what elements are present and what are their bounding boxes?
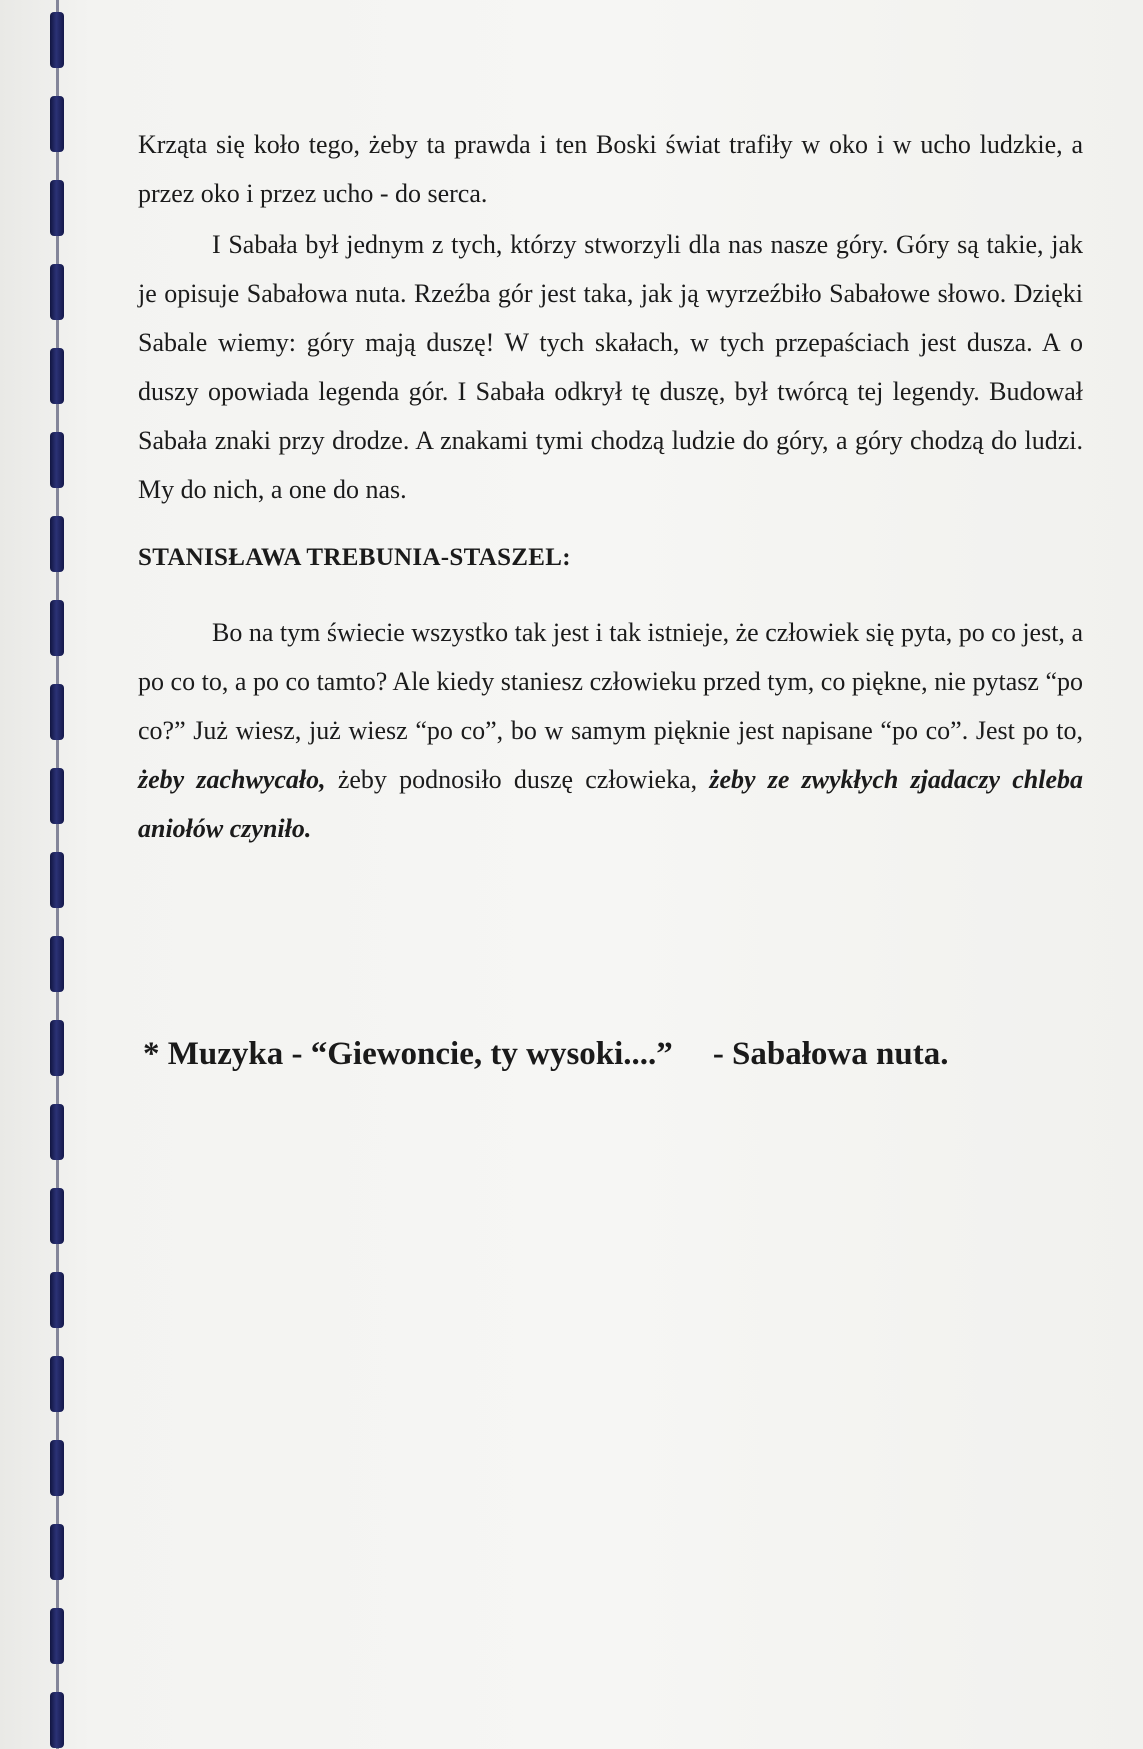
binding-ring [50, 1272, 64, 1328]
binding-ring [50, 1692, 64, 1748]
music-title: * Muzyka - “Giewoncie, ty wysoki....” [143, 1036, 673, 1072]
quote-emphasis-1: żeby zachwycało, [138, 765, 326, 794]
quote-paragraph [138, 608, 1083, 853]
paragraph-2: I Sabała był jednym z tych, którzy stworzyli dla nas nasze góry. Góry są takie, jak je opisuje Sabałowa nuta. Rzeźba gór jest taka, jak ją wyrzeźbiło Sabałowe słowo. Dzięki Sabale wiemy: góry mają duszę! W tych skałach, w tych przepaściach jest dusza. A o duszy opowiada legenda gór. I Sabała odkrył tę duszę, był twórcą tej legendy. Budował Sabała znaki przy drodze. A znakami tymi chodzą ludzie do góry, a góry chodzą do ludzi. My do nich, a one do nas. [138, 230, 1083, 504]
quote-text-2: żeby podnosiło duszę człowieka, [337, 765, 698, 794]
spiral-binding [44, 0, 70, 1749]
binding-ring [50, 1440, 64, 1496]
paragraph-1: Krząta się koło tego, żeby ta prawda i ten Boski świat trafiły w oko i w ucho ludzkie, a przez oko i przez ucho - do serca. [138, 130, 1083, 208]
binding-ring [50, 1608, 64, 1664]
binding-ring [50, 600, 64, 656]
binding-ring [50, 1188, 64, 1244]
music-source: - Sabałowa nuta. [712, 1036, 949, 1072]
quote-text-1: Bo na tym świecie wszystko tak jest i tak istnieje, że człowiek się pyta, po co jest, a po co to, a po co tamto? Ale kiedy staniesz człowieku przed tym, co piękne, nie pytasz “po co?” Już wiesz, już wiesz “po co”, bo w samym pięknie jest napisane “po co”. Jest po to, [138, 618, 1083, 745]
document-body [138, 120, 1083, 853]
binding-ring [50, 768, 64, 824]
binding-ring [50, 684, 64, 740]
binding-ring [50, 1356, 64, 1412]
author-heading: STANISŁAWA TREBUNIA-STASZEL: [138, 544, 571, 571]
binding-ring [50, 264, 64, 320]
binding-ring [50, 348, 64, 404]
binding-ring [50, 1020, 64, 1076]
binding-ring [50, 1524, 64, 1580]
binding-ring [50, 12, 64, 68]
binding-ring [50, 1104, 64, 1160]
music-note-line [143, 1036, 1083, 1073]
binding-ring [50, 96, 64, 152]
binding-ring [50, 852, 64, 908]
quote-emphasis-2: żeby ze zwykłych zjadaczy chleba aniołów czyniło. [138, 765, 1083, 843]
binding-ring [50, 516, 64, 572]
binding-ring [50, 936, 64, 992]
binding-ring [50, 180, 64, 236]
binding-ring [50, 432, 64, 488]
